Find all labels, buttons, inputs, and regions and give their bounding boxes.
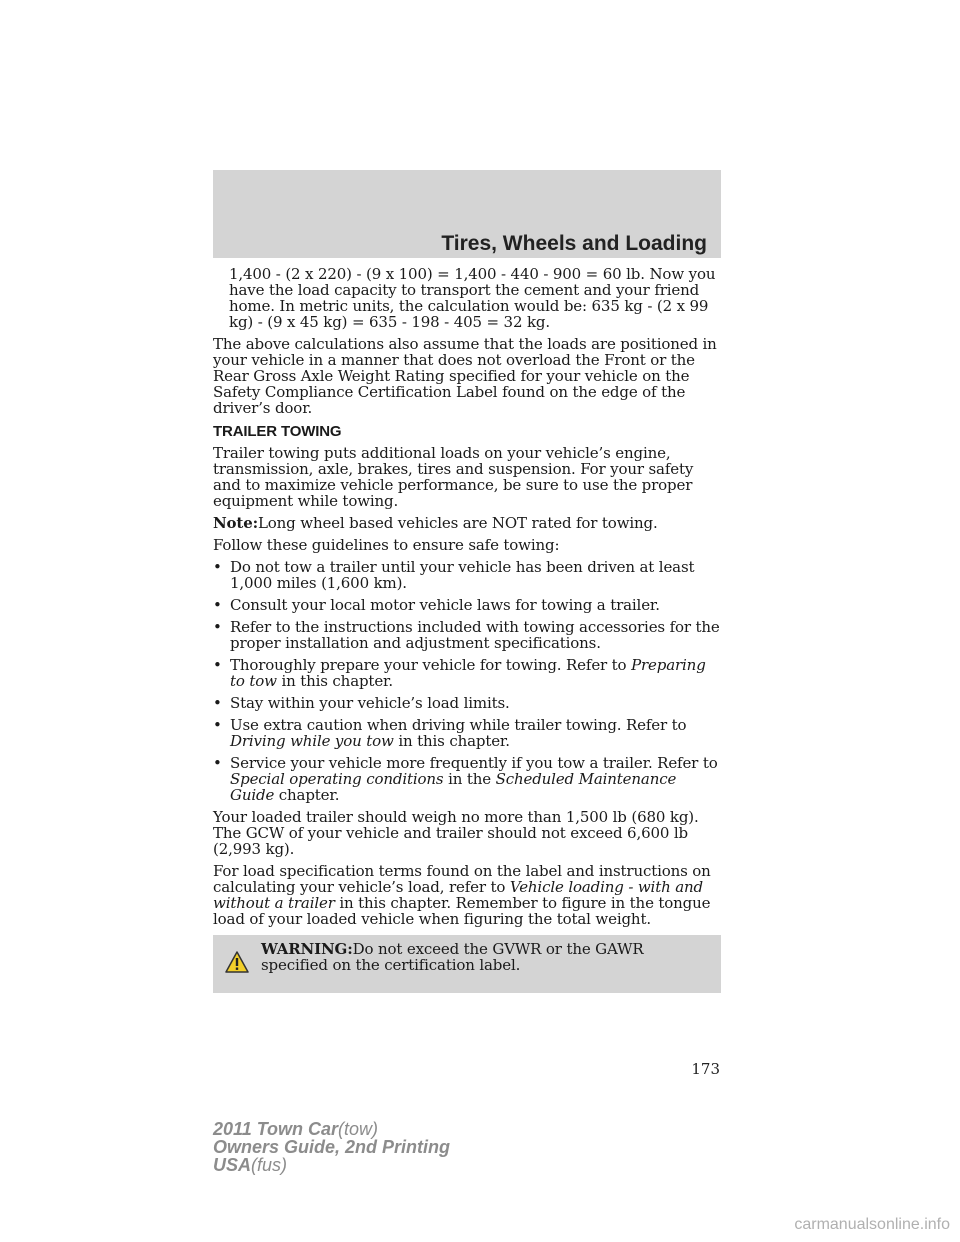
watermark: carmanualsonline.info (794, 1216, 950, 1233)
page-content (213, 266, 721, 993)
footer-market: USA (213, 1155, 252, 1175)
bullet-glyph: • (213, 558, 222, 576)
document-footer (213, 1120, 450, 1174)
list-item-text: Consult your local motor vehicle laws for towing a trailer. (230, 596, 660, 614)
section-header-band (213, 170, 721, 258)
list-item-text: in this chapter. (398, 732, 510, 750)
bullet-glyph: • (213, 618, 222, 636)
footer-line-market (213, 1156, 450, 1174)
list-item-text: in the (448, 770, 491, 788)
list-item (213, 755, 721, 803)
list-item (213, 717, 721, 749)
list-item (213, 597, 721, 613)
load-spec-paragraph (213, 863, 721, 927)
list-item-text: Thoroughly prepare your vehicle for towing. Refer to (230, 656, 627, 674)
bullet-glyph: • (213, 596, 222, 614)
note-label: Note: (213, 514, 258, 532)
trailer-weight-paragraph: Your loaded trailer should weigh no more than 1,500 lb (680 kg). The GCW of your vehicle and trailer should not exceed 6,600 lb (2,993 kg). (213, 808, 699, 858)
cross-reference-special-operating-conditions: Special operating conditions (230, 770, 444, 788)
list-item-text: Refer to the instructions included with towing accessories for the proper installation and adjustment specifications. (230, 618, 720, 652)
warning-message: Do not exceed the GVWR or the GAWR specified on the certification label. (261, 940, 644, 974)
trailer-towing-heading: TRAILER TOWING (213, 423, 342, 440)
load-spec-text: For load specification terms found on the label and instructions on calculating your vehicle’s load, refer to (213, 862, 711, 896)
note-text: Long wheel based vehicles are NOT rated for towing. (257, 514, 658, 532)
list-item-text: chapter. (278, 786, 340, 804)
towing-note (213, 515, 721, 531)
list-item-text: in this chapter. (281, 672, 394, 690)
warning-box (213, 935, 721, 993)
cross-reference-driving-while-you-tow: Driving while you tow (230, 732, 394, 750)
section-title: Tires, Wheels and Loading (441, 232, 707, 255)
bullet-glyph: • (213, 716, 222, 734)
cross-reference-scheduled-maintenance-guide: Scheduled Maintenance Guide (230, 770, 677, 804)
footer-line-model (213, 1120, 450, 1138)
guidelines-intro: Follow these guidelines to ensure safe towing: (213, 536, 560, 554)
footer-model: 2011 Town Car (213, 1119, 339, 1139)
footer-model-code: (tow) (338, 1119, 379, 1139)
calculation-example: 1,400 - (2 x 220) - (9 x 100) = 1,400 - 440 - 900 = 60 lb. Now you have the load capacity to transport the cement and your friend home. In metric units, the calculation would be: 635 kg - (2 x 99 kg) - (9 x 45 kg) = 635 - 198 - 405 = 32 kg. (229, 265, 716, 331)
page-number: 173 (691, 1060, 720, 1078)
cross-reference-preparing-to-tow: Preparing to tow (230, 656, 706, 690)
footer-market-code: (fus) (251, 1155, 288, 1175)
list-item (213, 619, 721, 651)
list-item (213, 657, 721, 689)
warning-label: WARNING: (261, 940, 353, 958)
list-item-text: Use extra caution when driving while trailer towing. Refer to (230, 716, 687, 734)
list-item (213, 695, 721, 711)
bullet-glyph: • (213, 754, 222, 772)
list-item-text: Service your vehicle more frequently if you tow a trailer. Refer to (230, 754, 718, 772)
list-item-text: Do not tow a trailer until your vehicle has been driven at least 1,000 miles (1,600 km). (230, 558, 695, 592)
warning-triangle-icon (225, 951, 249, 976)
cross-reference-vehicle-loading: Vehicle loading - with and without a trailer (213, 878, 703, 912)
list-item-text: Stay within your vehicle’s load limits. (230, 694, 510, 712)
bullet-glyph: • (213, 656, 222, 674)
bullet-glyph: • (213, 694, 222, 712)
loads-paragraph: The above calculations also assume that the loads are positioned in your vehicle in a manner that does not overload the Front or the Rear Gross Axle Weight Rating specified for your vehicle on the Safety Compliance Certification Label found on the edge of the driver’s door. (213, 335, 717, 417)
footer-line-guide: Owners Guide, 2nd Printing (213, 1137, 451, 1157)
warning-text (261, 941, 713, 973)
guidelines-list (213, 559, 721, 803)
towing-intro: Trailer towing puts additional loads on your vehicle’s engine, transmission, axle, brakes, tires and suspension. For your safety and to maximize vehicle performance, be sure to use the proper equipment while towing. (213, 444, 694, 510)
list-item (213, 559, 721, 591)
load-spec-text: in this chapter. Remember to figure in the tongue load of your loaded vehicle when figuring the total weight. (213, 894, 711, 928)
